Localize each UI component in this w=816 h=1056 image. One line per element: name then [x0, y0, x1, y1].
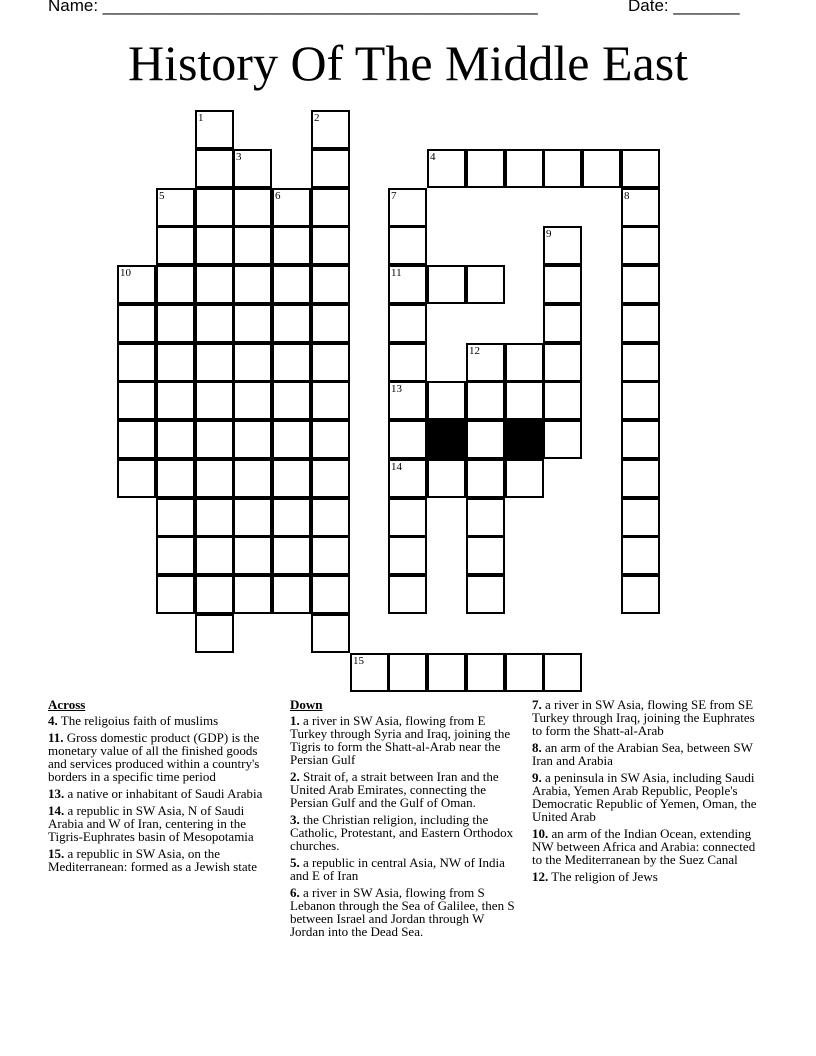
grid-cell[interactable] — [505, 653, 544, 692]
grid-cell[interactable] — [272, 575, 311, 614]
clue — [532, 698, 762, 737]
grid-cell[interactable] — [466, 265, 505, 304]
grid-cell[interactable] — [466, 575, 505, 614]
grid-cell[interactable] — [388, 575, 427, 614]
grid-cell[interactable] — [388, 265, 427, 304]
across-clue-list — [48, 714, 276, 873]
grid-cell[interactable] — [311, 459, 350, 498]
clue-number: 15. — [48, 846, 65, 861]
grid-cell[interactable] — [388, 459, 427, 498]
grid-cell[interactable] — [466, 653, 505, 692]
cell-number: 14 — [391, 461, 402, 473]
grid-cell[interactable] — [156, 498, 195, 537]
clue — [48, 787, 276, 800]
grid-cell[interactable] — [195, 226, 234, 265]
grid-cell[interactable] — [156, 265, 195, 304]
clue — [290, 856, 516, 882]
clue-number: 7. — [532, 697, 542, 712]
grid-cell[interactable] — [233, 343, 272, 382]
clue-number: 5. — [290, 855, 300, 870]
grid-cell[interactable] — [311, 304, 350, 343]
grid-cell[interactable] — [195, 536, 234, 575]
grid-cell[interactable] — [311, 343, 350, 382]
clue-text: a republic in SW Asia, on the Mediterranean: formed as a Jewish state — [48, 846, 258, 874]
grid-cell[interactable] — [195, 498, 234, 537]
grid-cell[interactable] — [156, 188, 195, 227]
grid-cell[interactable] — [311, 420, 350, 459]
grid-cell[interactable] — [388, 226, 427, 265]
down-heading: Down — [290, 697, 323, 712]
clue-number: 12. — [532, 869, 549, 884]
grid-cell[interactable] — [621, 420, 660, 459]
cell-number: 1 — [198, 112, 204, 124]
grid-cell[interactable] — [388, 420, 427, 459]
grid-cell[interactable] — [117, 343, 156, 382]
grid-cell[interactable] — [427, 653, 466, 692]
grid-cell[interactable] — [311, 149, 350, 188]
grid-cell[interactable] — [272, 498, 311, 537]
grid-cell[interactable] — [233, 498, 272, 537]
cell-number: 9 — [546, 228, 552, 240]
blocked-cell — [505, 420, 544, 459]
grid-cell[interactable] — [156, 381, 195, 420]
clue — [48, 804, 276, 843]
grid-cell[interactable] — [117, 420, 156, 459]
clue-text: a river in SW Asia, flowing from E Turkey through Syria and Iraq, joining the Tigris to form the Shatt-al-Arab near the Persian Gulf — [290, 713, 511, 767]
grid-cell[interactable] — [233, 459, 272, 498]
grid-cell[interactable] — [195, 575, 234, 614]
grid-cell[interactable] — [195, 265, 234, 304]
grid-cell[interactable] — [311, 226, 350, 265]
grid-cell[interactable] — [311, 536, 350, 575]
clue — [290, 813, 516, 852]
grid-cell[interactable] — [388, 304, 427, 343]
grid-cell[interactable] — [543, 265, 582, 304]
clue-text: a peninsula in SW Asia, including Saudi Arabia, Yemen Arab Republic, People's Democratic Republic of Yemen, Oman, the United Arab — [532, 770, 757, 824]
grid-cell[interactable] — [272, 343, 311, 382]
grid-cell[interactable] — [233, 381, 272, 420]
grid-cell[interactable] — [195, 343, 234, 382]
grid-cell[interactable] — [195, 188, 234, 227]
clue — [48, 714, 276, 727]
down-clue-list-1 — [290, 714, 516, 938]
grid-cell[interactable] — [621, 575, 660, 614]
grid-cell[interactable] — [427, 149, 466, 188]
cell-number: 5 — [159, 190, 165, 202]
grid-cell[interactable] — [311, 265, 350, 304]
cell-number: 15 — [353, 655, 364, 667]
grid-cell[interactable] — [117, 381, 156, 420]
grid-cell[interactable] — [156, 536, 195, 575]
clue — [290, 714, 516, 766]
grid-cell[interactable] — [233, 304, 272, 343]
clue — [532, 827, 762, 866]
grid-cell[interactable] — [156, 343, 195, 382]
clue-number: 8. — [532, 740, 542, 755]
grid-cell[interactable] — [272, 226, 311, 265]
name-line[interactable]: Name: ______________________________________________ — [48, 0, 538, 15]
clue — [48, 847, 276, 873]
grid-cell[interactable] — [272, 536, 311, 575]
grid-cell[interactable] — [466, 420, 505, 459]
clue-number: 13. — [48, 786, 65, 801]
cell-number: 7 — [391, 190, 397, 202]
clue-text: Gross domestic product (GDP) is the monetary value of all the finished goods and services produced within a country's borders in a specific time period — [48, 730, 260, 784]
grid-cell[interactable] — [543, 420, 582, 459]
clue-number: 14. — [48, 803, 65, 818]
grid-cell[interactable] — [621, 381, 660, 420]
clue-text: an arm of the Arabian Sea, between SW Iran and Arabia — [532, 740, 753, 768]
grid-cell[interactable] — [543, 653, 582, 692]
clue-number: 11. — [48, 730, 64, 745]
cell-number: 4 — [430, 151, 436, 163]
clue — [48, 731, 276, 783]
grid-cell[interactable] — [233, 420, 272, 459]
grid-cell[interactable] — [621, 188, 660, 227]
grid-cell[interactable] — [388, 536, 427, 575]
grid-cell[interactable] — [195, 110, 234, 149]
grid-cell[interactable] — [466, 498, 505, 537]
grid-cell[interactable] — [543, 343, 582, 382]
down-clue-list-2 — [532, 698, 762, 883]
grid-cell[interactable] — [388, 653, 427, 692]
grid-cell[interactable] — [272, 265, 311, 304]
grid-cell[interactable] — [156, 575, 195, 614]
page-title: History Of The Middle East — [127, 35, 689, 91]
grid-cell[interactable] — [466, 381, 505, 420]
grid-cell[interactable] — [350, 653, 389, 692]
grid-cell[interactable] — [388, 381, 427, 420]
grid-cell[interactable] — [272, 304, 311, 343]
clue — [532, 741, 762, 767]
grid-cell[interactable] — [156, 420, 195, 459]
clue-number: 10. — [532, 826, 549, 841]
grid-cell[interactable] — [621, 304, 660, 343]
down-clues — [290, 698, 516, 942]
clue-text: an arm of the Indian Ocean, extending NW between Africa and Arabia: connected to the Mediterranean by the Suez Canal — [532, 826, 756, 867]
grid-cell[interactable] — [621, 149, 660, 188]
grid-cell[interactable] — [156, 226, 195, 265]
clue-text: the Christian religion, including the Catholic, Protestant, and Eastern Orthodox churches. — [290, 812, 514, 853]
grid-cell[interactable] — [466, 459, 505, 498]
clue-text: The religoius faith of muslims — [60, 713, 219, 728]
grid-cell[interactable] — [621, 536, 660, 575]
grid-cell[interactable] — [233, 575, 272, 614]
grid-cell[interactable] — [466, 343, 505, 382]
grid-cell[interactable] — [505, 343, 544, 382]
clue-text: Strait of, a strait between Iran and the United Arab Emirates, connecting the Persian Gulf and the Gulf of Oman. — [290, 769, 499, 810]
grid-cell[interactable] — [117, 265, 156, 304]
grid-cell[interactable] — [233, 265, 272, 304]
clue-text: a republic in central Asia, NW of India and E of Iran — [290, 855, 505, 883]
cell-number: 8 — [624, 190, 630, 202]
blocked-cell — [427, 420, 466, 459]
cell-number: 12 — [469, 345, 480, 357]
clue-text: a river in SW Asia, flowing from S Lebanon through the Sea of Galilee, then S between Israel and Jordan through W Jordan into the Dead Sea. — [290, 885, 515, 939]
grid-cell[interactable] — [543, 149, 582, 188]
clue — [290, 886, 516, 938]
grid-cell[interactable] — [311, 614, 350, 653]
grid-cell[interactable] — [543, 226, 582, 265]
cell-number: 2 — [314, 112, 320, 124]
clue-text: a river in SW Asia, flowing SE from SE Turkey through Iraq, joining the Euphrates to form the Shatt-al-Arab — [532, 697, 755, 738]
grid-cell[interactable] — [543, 381, 582, 420]
grid-cell[interactable] — [427, 381, 466, 420]
clue-number: 6. — [290, 885, 300, 900]
clue-text: a native or inhabitant of Saudi Arabia — [67, 786, 263, 801]
grid-cell[interactable] — [272, 188, 311, 227]
grid-cell[interactable] — [621, 459, 660, 498]
grid-cell[interactable] — [466, 536, 505, 575]
grid-cell[interactable] — [272, 420, 311, 459]
grid-cell[interactable] — [582, 149, 621, 188]
grid-cell[interactable] — [233, 188, 272, 227]
grid-cell[interactable] — [195, 149, 234, 188]
grid-cell[interactable] — [195, 459, 234, 498]
clue-number: 3. — [290, 812, 300, 827]
grid-cell[interactable] — [543, 304, 582, 343]
down-clues-continued — [532, 698, 762, 887]
grid-cell[interactable] — [117, 304, 156, 343]
grid-cell[interactable] — [233, 536, 272, 575]
grid-cell[interactable] — [621, 226, 660, 265]
grid-cell[interactable] — [311, 110, 350, 149]
grid-cell[interactable] — [272, 381, 311, 420]
cell-number: 13 — [391, 383, 402, 395]
clue-number: 9. — [532, 770, 542, 785]
grid-cell[interactable] — [466, 149, 505, 188]
grid-cell[interactable] — [311, 188, 350, 227]
grid-cell[interactable] — [388, 498, 427, 537]
grid-cell[interactable] — [505, 381, 544, 420]
grid-cell[interactable] — [233, 226, 272, 265]
clue-text: The religion of Jews — [551, 869, 658, 884]
grid-cell[interactable] — [311, 498, 350, 537]
grid-cell[interactable] — [388, 188, 427, 227]
cell-number: 10 — [120, 267, 131, 279]
clue-text: a republic in SW Asia, N of Saudi Arabia and W of Iran, centering in the Tigris-Euphrates basin of Mesopotamia — [48, 803, 254, 844]
grid-cell[interactable] — [621, 343, 660, 382]
grid-cell[interactable] — [311, 381, 350, 420]
cell-number: 11 — [391, 267, 402, 279]
clue-number: 4. — [48, 713, 58, 728]
clue-number: 1. — [290, 713, 300, 728]
grid-cell[interactable] — [427, 265, 466, 304]
grid-cell[interactable] — [156, 459, 195, 498]
clue — [532, 771, 762, 823]
grid-cell[interactable] — [117, 459, 156, 498]
cell-number: 3 — [236, 151, 242, 163]
grid-cell[interactable] — [311, 575, 350, 614]
clue-number: 2. — [290, 769, 300, 784]
grid-cell[interactable] — [621, 265, 660, 304]
clue — [532, 870, 762, 883]
clue — [290, 770, 516, 809]
grid-cell[interactable] — [233, 149, 272, 188]
grid-cell[interactable] — [195, 614, 234, 653]
grid-cell[interactable] — [272, 459, 311, 498]
grid-cell[interactable] — [388, 343, 427, 382]
grid-cell[interactable] — [427, 459, 466, 498]
grid-cell[interactable] — [195, 304, 234, 343]
grid-cell[interactable] — [505, 459, 544, 498]
grid-cell[interactable] — [156, 304, 195, 343]
across-clues — [48, 698, 276, 877]
cell-number: 6 — [275, 190, 281, 202]
across-heading: Across — [48, 697, 86, 712]
date-line[interactable]: Date: _______ — [628, 0, 740, 15]
grid-cell[interactable] — [195, 420, 234, 459]
grid-cell[interactable] — [621, 498, 660, 537]
grid-cell[interactable] — [505, 149, 544, 188]
grid-cell[interactable] — [195, 381, 234, 420]
